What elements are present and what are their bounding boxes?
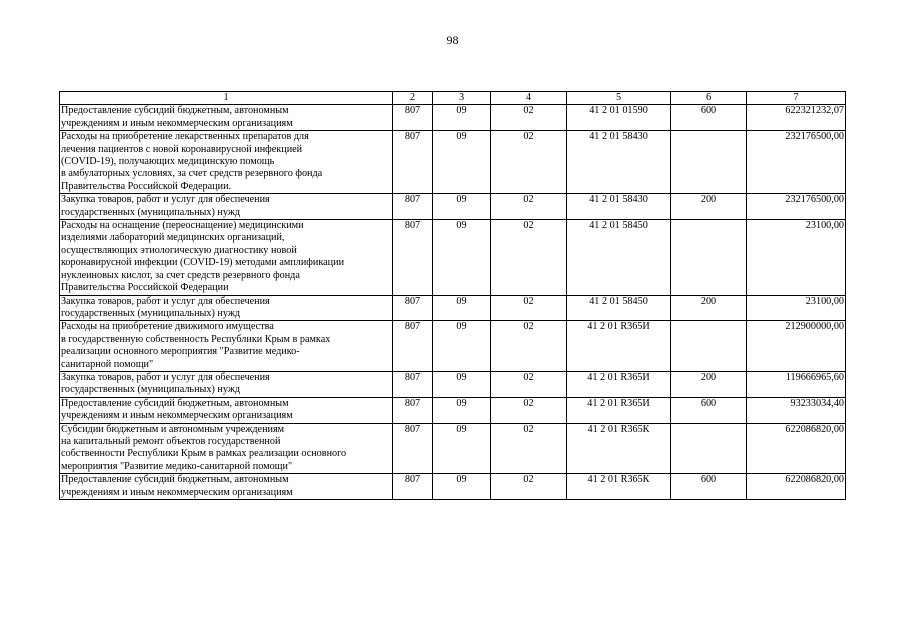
subsection-code: 02 xyxy=(491,371,567,397)
expense-type-code: 600 xyxy=(671,474,747,500)
col-header-1: 1 xyxy=(60,92,393,105)
col-header-6: 6 xyxy=(671,92,747,105)
description-line: Расходы на оснащение (переоснащение) медицинскими xyxy=(61,220,304,232)
amount: 23100,00 xyxy=(747,220,846,295)
row-description xyxy=(60,220,393,295)
description-line: государственных (муниципальных) нужд xyxy=(61,384,241,396)
expense-type-code xyxy=(671,423,747,474)
description-line: собственности Республики Крым в рамках реализации основного xyxy=(61,448,347,460)
row-description xyxy=(60,371,393,397)
target-article-code: 41 2 01 58430 xyxy=(567,131,671,194)
amount: 23100,00 xyxy=(747,295,846,321)
subsection-code: 02 xyxy=(491,474,567,500)
ministry-code: 807 xyxy=(393,295,433,321)
section-code: 09 xyxy=(433,321,491,372)
expense-type-code: 200 xyxy=(671,371,747,397)
target-article-code: 41 2 01 R365К xyxy=(567,474,671,500)
ministry-code: 807 xyxy=(393,371,433,397)
table-row xyxy=(60,194,846,220)
ministry-code: 807 xyxy=(393,321,433,372)
target-article-code: 41 2 01 58450 xyxy=(567,295,671,321)
description-line: Предоставление субсидий бюджетным, автономным xyxy=(61,105,289,117)
expense-type-code: 200 xyxy=(671,295,747,321)
target-article-code: 41 2 01 01590 xyxy=(567,105,671,131)
description-line: (COVID-19), получающих медицинскую помощь xyxy=(61,156,275,168)
target-article-code: 41 2 01 58430 xyxy=(567,194,671,220)
table-row xyxy=(60,423,846,474)
row-description xyxy=(60,321,393,372)
description-line: изделиями лабораторий медицинских организаций, xyxy=(61,232,285,244)
expense-type-code xyxy=(671,131,747,194)
expense-type-code: 600 xyxy=(671,397,747,423)
ministry-code: 807 xyxy=(393,220,433,295)
subsection-code: 02 xyxy=(491,194,567,220)
amount: 119666965,60 xyxy=(747,371,846,397)
target-article-code: 41 2 01 58450 xyxy=(567,220,671,295)
row-description xyxy=(60,131,393,194)
target-article-code: 41 2 01 R365К xyxy=(567,423,671,474)
subsection-code: 02 xyxy=(491,321,567,372)
section-code: 09 xyxy=(433,131,491,194)
subsection-code: 02 xyxy=(491,131,567,194)
description-line: Расходы на приобретение движимого имущества xyxy=(61,321,274,333)
description-line: в амбулаторных условиях, за счет средств резервного фонда xyxy=(61,168,323,180)
ministry-code: 807 xyxy=(393,105,433,131)
amount: 232176500,00 xyxy=(747,131,846,194)
row-description xyxy=(60,105,393,131)
budget-table xyxy=(59,91,846,500)
table-row xyxy=(60,220,846,295)
section-code: 09 xyxy=(433,397,491,423)
target-article-code: 41 2 01 R365И xyxy=(567,371,671,397)
section-code: 09 xyxy=(433,423,491,474)
description-line: Предоставление субсидий бюджетным, автономным xyxy=(61,474,289,486)
subsection-code: 02 xyxy=(491,295,567,321)
amount: 232176500,00 xyxy=(747,194,846,220)
description-line: государственных (муниципальных) нужд xyxy=(61,307,241,319)
section-code: 09 xyxy=(433,194,491,220)
section-code: 09 xyxy=(433,371,491,397)
row-description xyxy=(60,423,393,474)
expense-type-code xyxy=(671,321,747,372)
section-code: 09 xyxy=(433,295,491,321)
expense-type-code xyxy=(671,220,747,295)
description-line: нуклеиновых кислот, за счет средств резервного фонда xyxy=(61,269,300,281)
amount: 93233034,40 xyxy=(747,397,846,423)
expense-type-code: 600 xyxy=(671,105,747,131)
table-row xyxy=(60,105,846,131)
section-code: 09 xyxy=(433,474,491,500)
description-line: коронавирусной инфекции (COVID-19) методами амплификации xyxy=(61,257,345,269)
amount: 622086820,00 xyxy=(747,474,846,500)
table-row xyxy=(60,474,846,500)
table-row xyxy=(60,131,846,194)
description-line: государственных (муниципальных) нужд xyxy=(61,206,241,218)
ministry-code: 807 xyxy=(393,131,433,194)
row-description xyxy=(60,194,393,220)
description-line: учреждениям и иным некоммерческим организациям xyxy=(61,410,293,422)
description-line: в государственную собственность Республики Крым в рамках xyxy=(61,333,331,345)
col-header-4: 4 xyxy=(491,92,567,105)
page-number: 98 xyxy=(446,33,459,47)
description-line: Расходы на приобретение лекарственных препаратов для xyxy=(61,131,309,143)
amount: 622321232,07 xyxy=(747,105,846,131)
ministry-code: 807 xyxy=(393,423,433,474)
col-header-7: 7 xyxy=(747,92,846,105)
subsection-code: 02 xyxy=(491,397,567,423)
table-row xyxy=(60,295,846,321)
row-description xyxy=(60,474,393,500)
col-header-3: 3 xyxy=(433,92,491,105)
table-row xyxy=(60,321,846,372)
ministry-code: 807 xyxy=(393,194,433,220)
target-article-code: 41 2 01 R365И xyxy=(567,397,671,423)
description-line: лечения пациентов с новой коронавирусной инфекцией xyxy=(61,143,303,155)
description-line: Субсидии бюджетным и автономным учреждениям xyxy=(61,423,285,435)
description-line: осуществляющих этиологическую диагностику новой xyxy=(61,244,297,256)
header-row xyxy=(60,92,846,105)
description-line: Правительства Российской Федерации. xyxy=(61,180,232,192)
subsection-code: 02 xyxy=(491,423,567,474)
table-row xyxy=(60,371,846,397)
expense-type-code: 200 xyxy=(671,194,747,220)
col-header-5: 5 xyxy=(567,92,671,105)
description-line: реализации основного мероприятия "Развитие медико- xyxy=(61,346,300,358)
ministry-code: 807 xyxy=(393,474,433,500)
description-line: Предоставление субсидий бюджетным, автономным xyxy=(61,397,289,409)
subsection-code: 02 xyxy=(491,220,567,295)
amount: 622086820,00 xyxy=(747,423,846,474)
description-line: учреждениям и иным некоммерческим организациям xyxy=(61,117,293,129)
section-code: 09 xyxy=(433,105,491,131)
description-line: Закупка товаров, работ и услуг для обеспечения xyxy=(61,194,270,206)
description-line: учреждениям и иным некоммерческим организациям xyxy=(61,486,293,498)
subsection-code: 02 xyxy=(491,105,567,131)
description-line: Закупка товаров, работ и услуг для обеспечения xyxy=(61,295,270,307)
table-row xyxy=(60,397,846,423)
description-line: санитарной помощи" xyxy=(61,358,154,370)
target-article-code: 41 2 01 R365И xyxy=(567,321,671,372)
ministry-code: 807 xyxy=(393,397,433,423)
section-code: 09 xyxy=(433,220,491,295)
description-line: Правительства Российской Федерации xyxy=(61,282,229,294)
description-line: Закупка товаров, работ и услуг для обеспечения xyxy=(61,371,270,383)
row-description xyxy=(60,295,393,321)
col-header-2: 2 xyxy=(393,92,433,105)
row-description xyxy=(60,397,393,423)
description-line: на капитальный ремонт объектов государственной xyxy=(61,435,281,447)
description-line: мероприятия "Развитие медико-санитарной помощи" xyxy=(61,460,293,472)
table-body xyxy=(60,105,846,500)
amount: 212900000,00 xyxy=(747,321,846,372)
